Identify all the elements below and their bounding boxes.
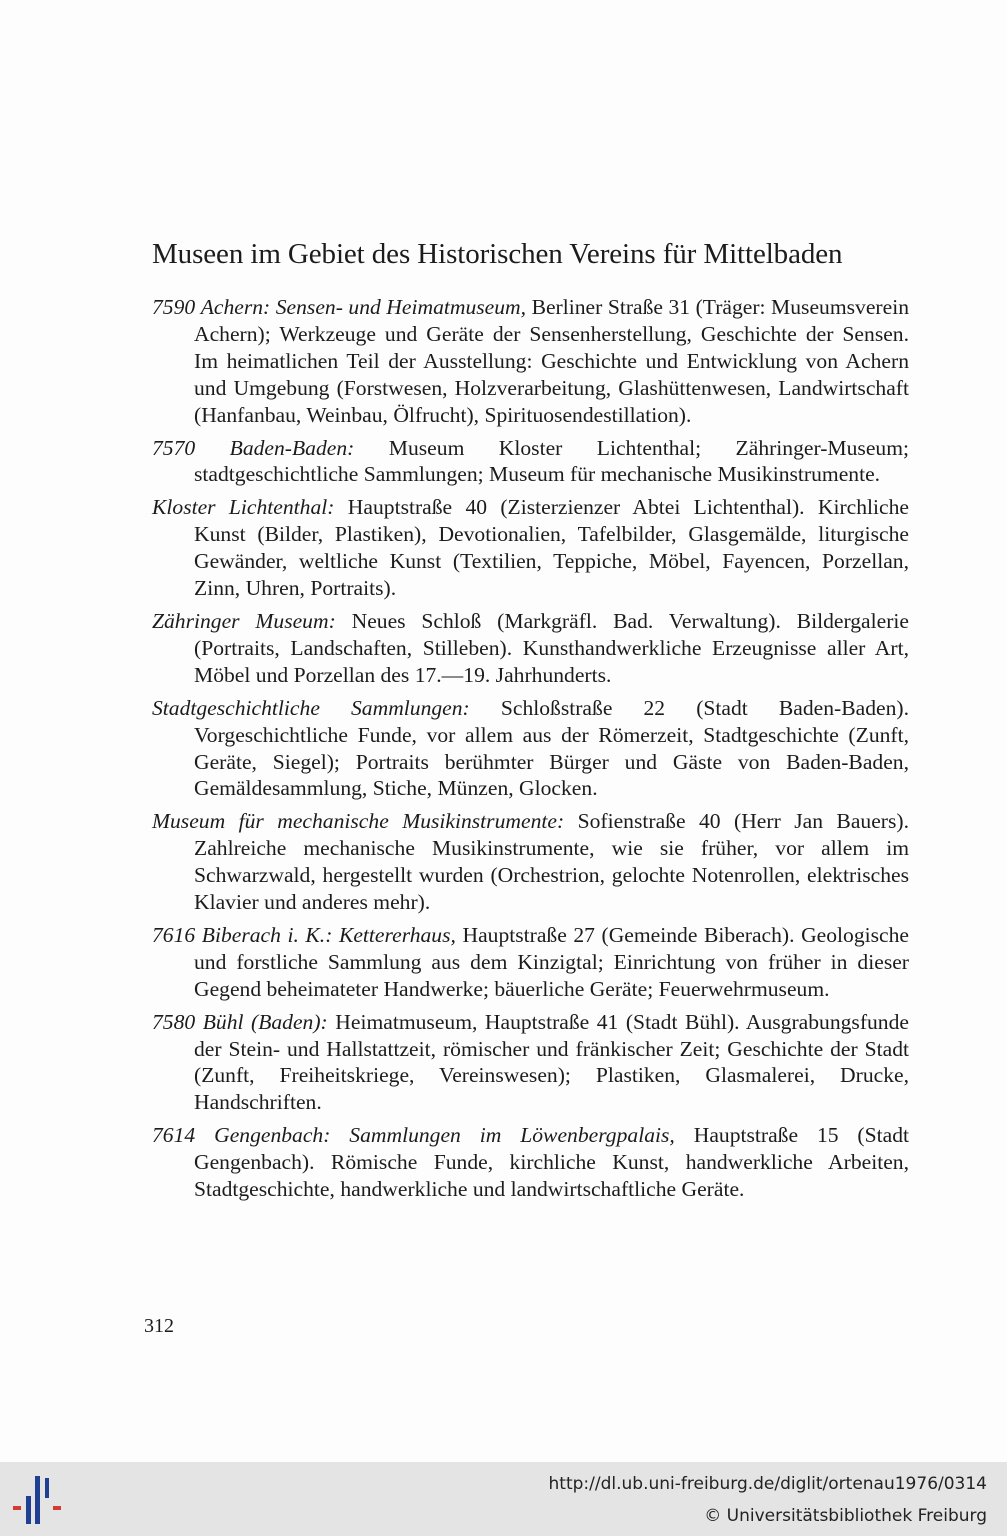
entry-text: Heimatmuseum, Hauptstraße 41 (Stadt Bühl). Ausgrabungsfunde der Stein- und Hallstattzeit, römischer und fränkischer Zeit; Geschichte der Stadt (Zunft, Freiheitskriege, Vereinswesen); Plastiken, Glasmalerei, Drucke, Handschriften. [194, 1009, 909, 1115]
entry-list [152, 294, 909, 1209]
entry-achern [152, 294, 909, 429]
entry-text: Museum Kloster Lichtenthal; Zähringer-Museum; stadtgeschichtliche Sammlungen; Museum für mechanische Musikinstrumente. [194, 435, 910, 487]
footer-bar [0, 1462, 1007, 1536]
entry-baden-baden [152, 435, 909, 489]
ub-freiburg-logo-icon [12, 1474, 64, 1526]
entry-buehl [152, 1009, 909, 1117]
entry-heading: Stadtgeschichtliche Sammlungen: [152, 695, 470, 720]
entry-postal-code: 7616 [152, 922, 196, 947]
page-title: Museen im Gebiet des Historischen Vereins für Mittelbaden [152, 238, 843, 270]
entry-postal-code: 7570 [152, 435, 196, 460]
entry-heading: Bühl (Baden): [202, 1009, 328, 1034]
entry-gengenbach [152, 1122, 909, 1203]
entry-stadtgeschichtliche-sammlungen [152, 695, 909, 803]
entry-text: Hauptstraße 40 (Zisterzienzer Abtei Lichtenthal). Kirchliche Kunst (Bilder, Plastiken), Devotionalien, Tafelbilder, Glasgemälde, liturgische Gewänder, weltliche Kunst (Textilien, Teppiche, Möbel, Fayencen, Porzellan, Zinn, Uhren, Portraits). [194, 495, 910, 601]
entry-postal-code: 7590 [152, 295, 196, 319]
entry-heading: Kloster Lichtenthal: [152, 495, 335, 520]
page-number: 312 [144, 1315, 174, 1337]
entry-text: Berliner Straße 31 (Träger: Museumsverein Achern); Werkzeuge und Geräte der Sensenherstellung, Geschichte der Sensen. Im heimatlichen Teil der Ausstellung: Geschichte und Entwicklung von Achern und Umgebung (Forstwesen, Holzverarbeitung, Glashüttenwesen, Landwirtschaft (Hanfanbau, Weinbau, Ölfrucht), Spirituosendestillation). [194, 295, 909, 427]
entry-text: Schloßstraße 22 (Stadt Baden-Baden). Vorgeschichtliche Funde, vor allem aus der Römerzeit, Stadtgeschichte (Zunft, Geräte, Siegel); Portraits berühmter Bürger und Gäste von Baden-Baden, Gemäldesammlung, Stiche, Münzen, Glocken. [194, 695, 909, 801]
entry-postal-code: 7614 [152, 1123, 196, 1148]
entry-biberach [152, 922, 909, 1003]
entry-text: Hauptstraße 27 (Gemeinde Biberach). Geologische und forstliche Sammlung aus dem Kinzigtal; Einrichtung von früher in dieser Gegend beheimateter Handwerke; bäuerliche Geräte; Feuerwehrmuseum. [194, 922, 910, 1001]
copyright-notice: © Universitätsbibliothek Freiburg [704, 1506, 987, 1526]
entry-heading: Gengenbach: Sammlungen im Löwenbergpalais, [214, 1123, 675, 1148]
entry-heading: Museum für mechanische Musikinstrumente: [152, 809, 565, 834]
entry-postal-code: 7580 [152, 1009, 196, 1034]
entry-musikinstrumente [152, 808, 909, 916]
entry-kloster-lichtenthal [152, 494, 909, 602]
entry-text: Neues Schloß (Markgräfl. Bad. Verwaltung). Bildergalerie (Portraits, Landschaften, Stilleben). Kunsthandwerkliche Erzeugnisse aller Art, Möbel und Porzellan des 17.—19. Jahrhunderts. [194, 608, 910, 687]
permalink-url[interactable]: http://dl.ub.uni-freiburg.de/diglit/ortenau1976/0314 [548, 1474, 987, 1494]
entry-heading: Achern: Sensen- und Heimatmuseum, [200, 295, 527, 319]
entry-heading: Baden-Baden: [229, 435, 355, 460]
entry-text: Sofienstraße 40 (Herr Jan Bauers). Zahlreiche mechanische Musikinstrumente, wie sie früher, vor allem im Schwarzwald, hergestellt wurden (Orchestrion, gelochte Notenrollen, elektrisches Klavier und anderes mehr). [194, 809, 909, 915]
entry-text: Hauptstraße 15 (Stadt Gengenbach). Römische Funde, kirchliche Kunst, handwerkliche Arbeiten, Stadtgeschichte, handwerkliche und landwirtschaftliche Geräte. [194, 1123, 910, 1202]
entry-zaehringer-museum [152, 608, 909, 689]
entry-heading: Zähringer Museum: [152, 608, 336, 633]
entry-heading: Biberach i. K.: Kettererhaus, [201, 922, 456, 947]
